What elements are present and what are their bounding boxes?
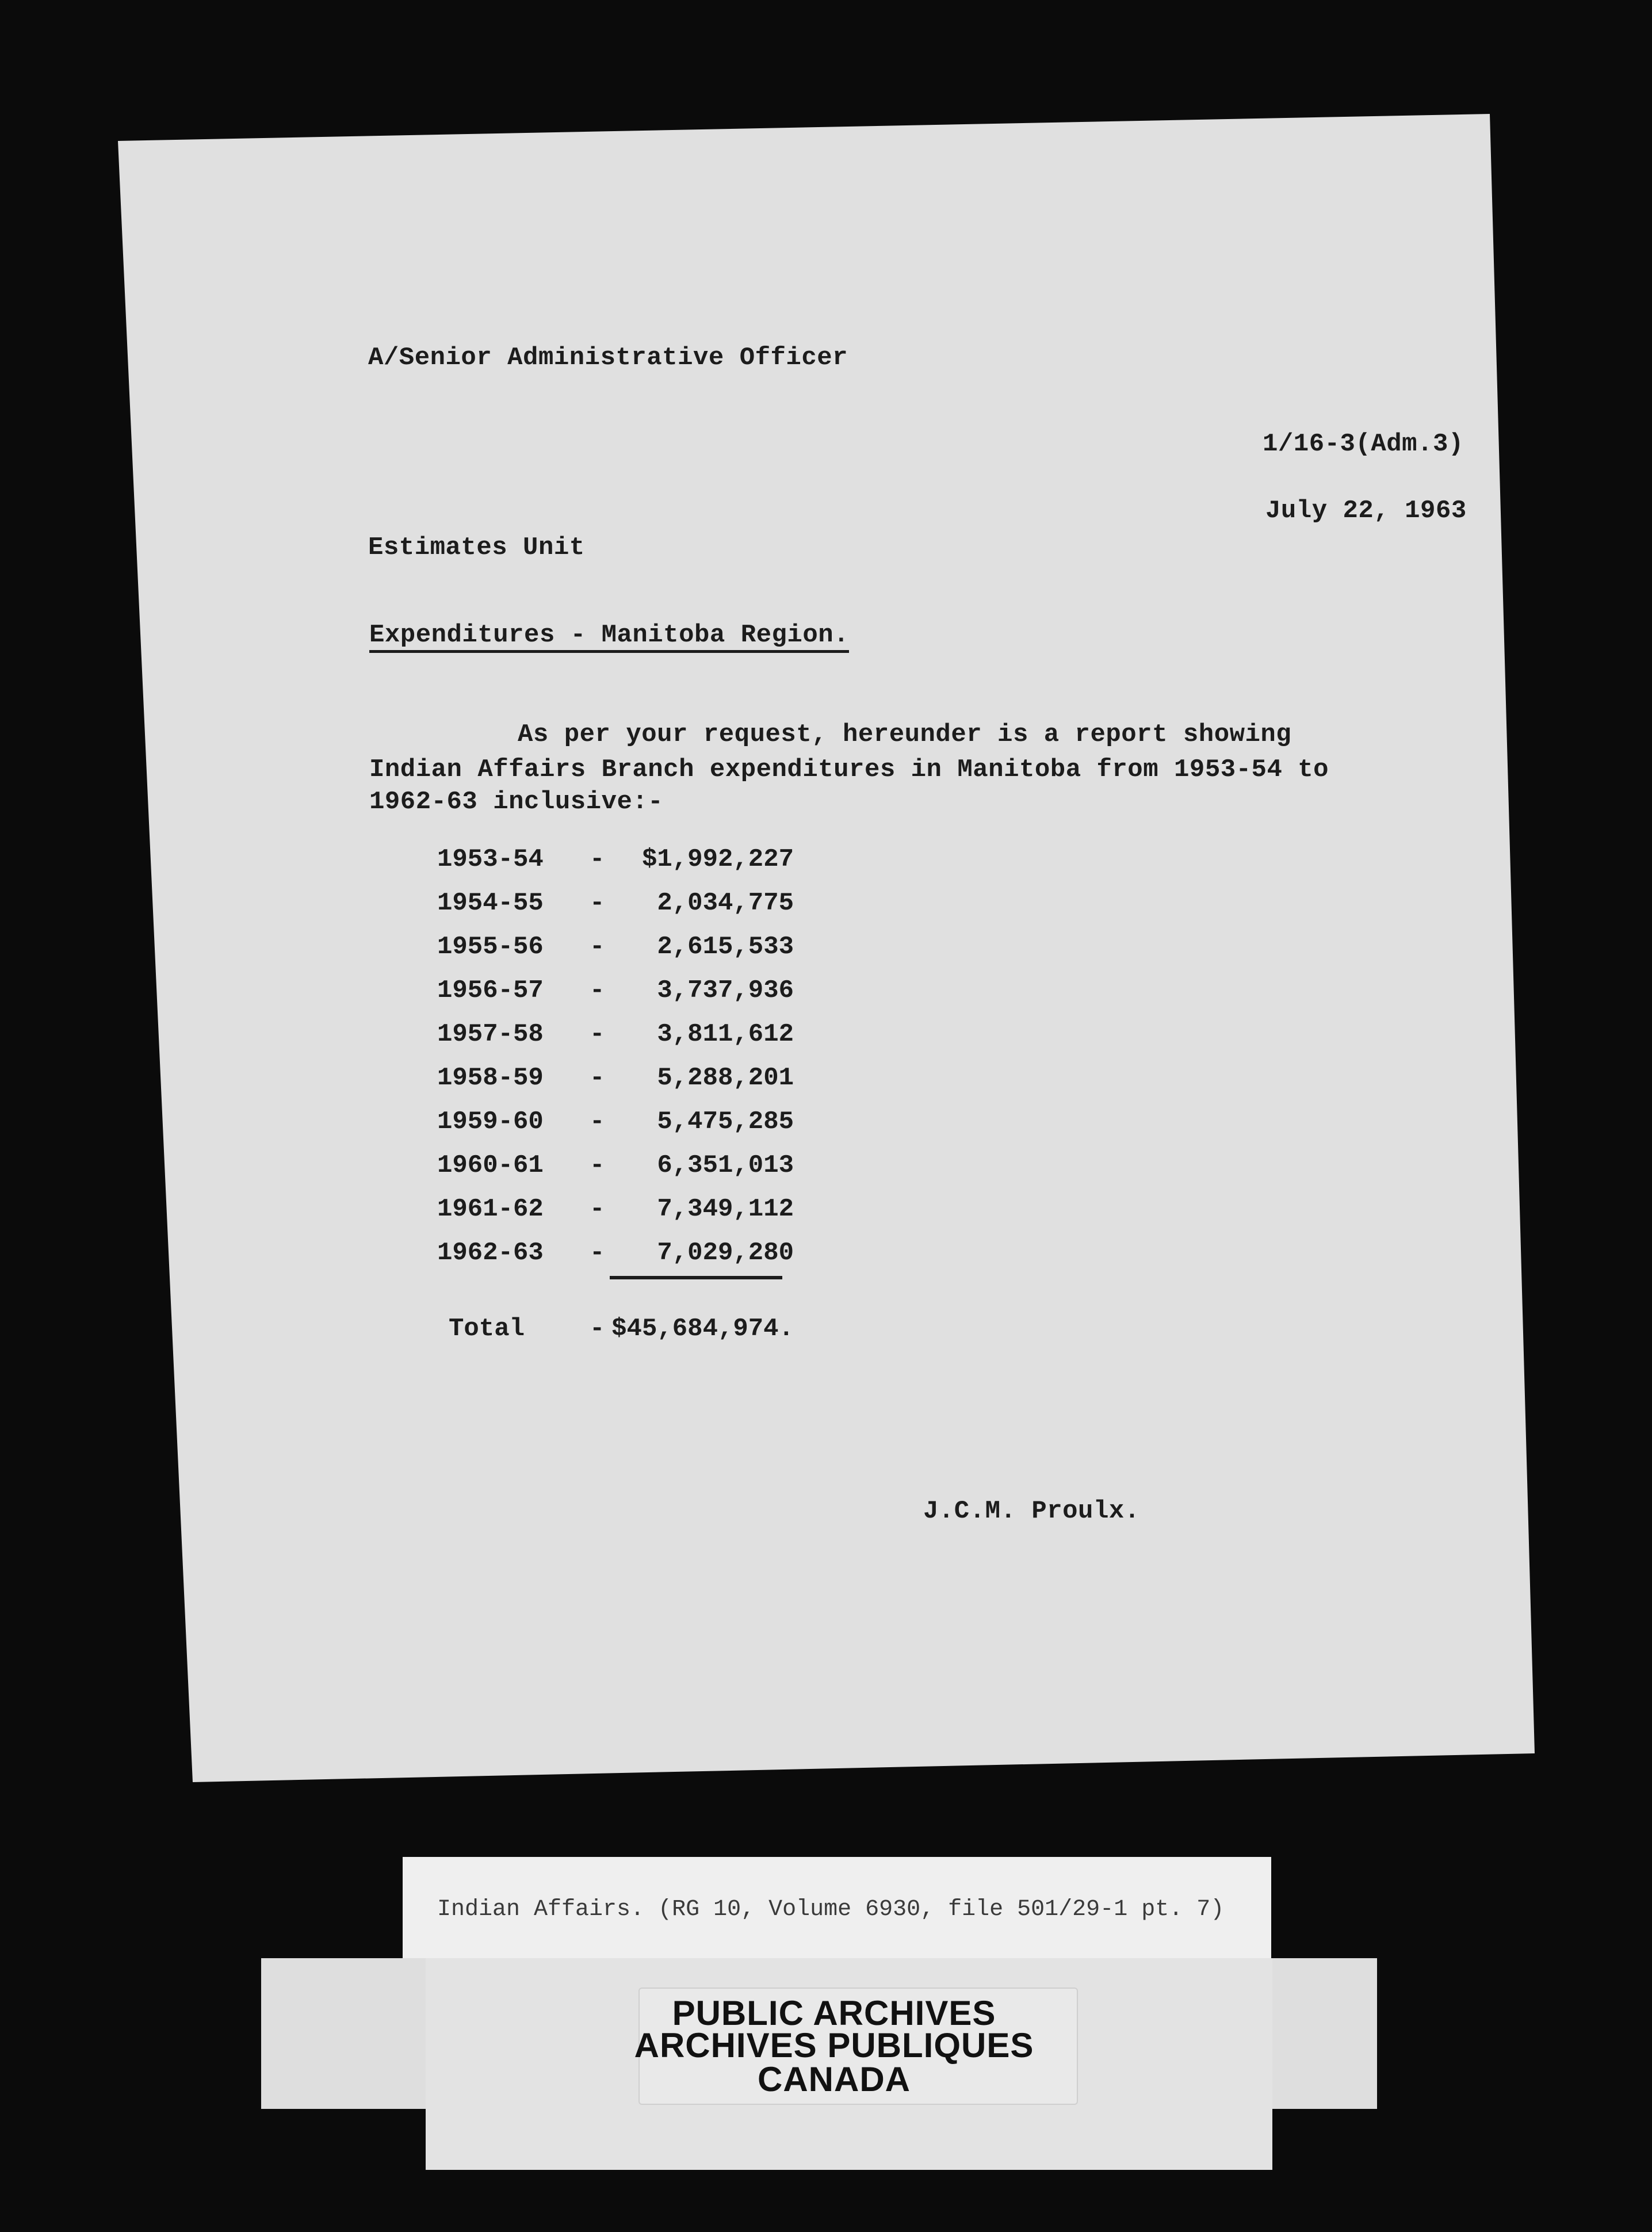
expenditure-amount: 2,034,775	[657, 889, 794, 918]
table-row	[437, 978, 794, 1022]
expenditure-amount: 3,811,612	[657, 1020, 794, 1049]
row-dash: -	[590, 976, 605, 1005]
subject-line: Expenditures - Manitoba Region.	[369, 622, 849, 653]
expenditure-amount: 5,475,285	[657, 1107, 794, 1136]
total-row	[449, 1316, 794, 1351]
file-reference: 1/16-3(Adm.3)	[1263, 430, 1464, 458]
row-dash: -	[590, 845, 605, 874]
expenditure-amount: 5,288,201	[657, 1064, 794, 1092]
row-dash: -	[590, 1195, 605, 1224]
total-label: Total	[449, 1314, 525, 1343]
expenditure-amount: 3,737,936	[657, 976, 794, 1005]
row-dash: -	[590, 1151, 605, 1180]
table-row	[437, 1109, 794, 1153]
fiscal-year: 1961-62	[437, 1195, 544, 1224]
fiscal-year: 1956-57	[437, 976, 544, 1005]
expenditure-amount: 7,029,280	[657, 1239, 794, 1267]
table-row	[437, 1065, 794, 1109]
expenditure-amount: 2,615,533	[657, 932, 794, 961]
table-row	[437, 934, 794, 978]
stamp-line-country: CANADA	[758, 2060, 911, 2099]
body-line-2: Indian Affairs Branch expenditures in Manitoba from 1953-54 to	[369, 755, 1329, 784]
expenditure-amount: 6,351,013	[657, 1151, 794, 1180]
body-line-3: 1962-63 inclusive:-	[369, 788, 664, 816]
fiscal-year: 1955-56	[437, 932, 544, 961]
fiscal-year: 1962-63	[437, 1239, 544, 1267]
fiscal-year: 1954-55	[437, 889, 544, 918]
row-dash: -	[590, 932, 605, 961]
total-dash: -	[590, 1314, 605, 1343]
stamp-line-french: ARCHIVES PUBLIQUES	[634, 2026, 1034, 2065]
stamp-line-english: PUBLIC ARCHIVES	[672, 1994, 996, 2032]
row-dash: -	[590, 1107, 605, 1136]
recipient-line: A/Senior Administrative Officer	[368, 343, 848, 372]
expenditure-amount: $1,992,227	[641, 845, 794, 874]
table-row	[437, 1022, 794, 1065]
row-dash: -	[590, 1239, 605, 1267]
row-dash: -	[590, 1020, 605, 1049]
memo-date: July 22, 1963	[1265, 496, 1467, 525]
fiscal-year: 1960-61	[437, 1151, 544, 1180]
table-row	[437, 1197, 794, 1240]
total-amount: $45,684,974.	[611, 1314, 794, 1343]
fiscal-year: 1953-54	[437, 845, 544, 874]
expenditure-table	[437, 847, 794, 1284]
fiscal-year: 1959-60	[437, 1107, 544, 1136]
row-dash: -	[590, 1064, 605, 1092]
expenditure-amount: 7,349,112	[657, 1195, 794, 1224]
table-row	[437, 890, 794, 934]
signature: J.C.M. Proulx.	[923, 1497, 1140, 1526]
table-row	[437, 1153, 794, 1197]
from-unit: Estimates Unit	[368, 533, 585, 562]
total-rule	[610, 1276, 782, 1279]
fiscal-year: 1958-59	[437, 1064, 544, 1092]
row-dash: -	[590, 889, 605, 918]
table-row	[437, 847, 794, 890]
body-line-1: As per your request, hereunder is a report showing	[518, 720, 1292, 749]
archive-reference: Indian Affairs. (RG 10, Volume 6930, file 501/29-1 pt. 7)	[437, 1897, 1225, 1923]
fiscal-year: 1957-58	[437, 1020, 544, 1049]
